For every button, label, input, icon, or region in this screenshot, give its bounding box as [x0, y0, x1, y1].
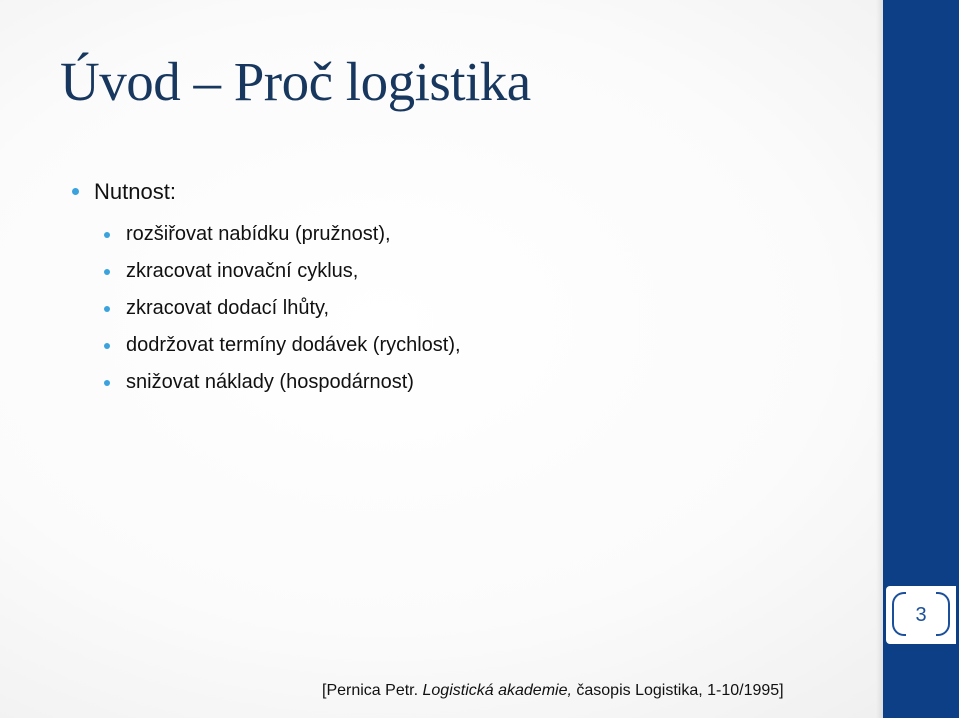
bullet-list — [70, 176, 850, 401]
citation-journal: Logistická akademie, — [422, 682, 572, 699]
bullet-item: snižovat náklady (hospodárnost) — [102, 364, 850, 401]
citation-prefix: [Pernica Petr. — [322, 682, 423, 699]
page-number-box — [886, 586, 956, 644]
bullet-item: zkracovat dodací lhůty, — [102, 290, 850, 327]
citation-suffix: časopis Logistika, 1-10/1995] — [571, 682, 784, 699]
bullet-item: dodržovat termíny dodávek (rychlost), — [102, 327, 850, 364]
slide-title: Úvod – Proč logistika — [60, 51, 531, 112]
bullet-item: rozšiřovat nabídku (pružnost), — [102, 216, 850, 253]
bullet-item: zkracovat inovační cyklus, — [102, 253, 850, 290]
page-number: 3 — [915, 604, 927, 626]
bullet-heading: Nutnost: — [70, 176, 850, 208]
citation — [322, 680, 784, 702]
side-bar-shadow — [876, 0, 883, 718]
